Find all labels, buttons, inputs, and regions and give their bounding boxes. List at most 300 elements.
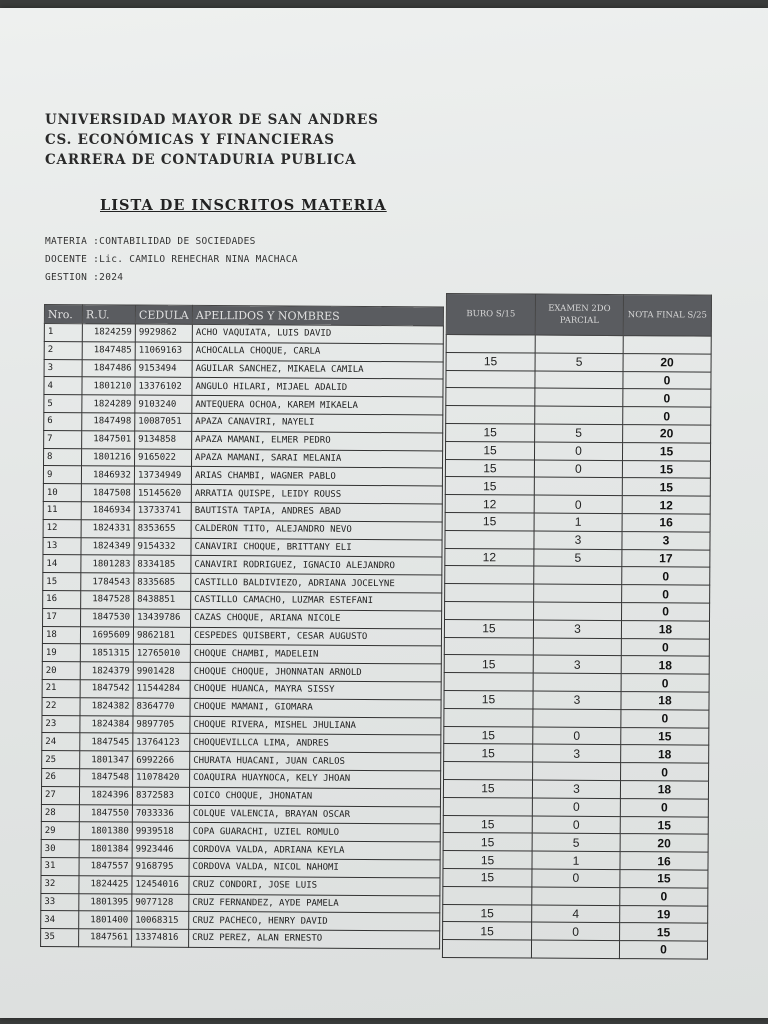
row-number: 1 [44,324,82,342]
grade-row [445,548,710,567]
row-exam: 1 [532,851,620,869]
row-cedula: 9929862 [135,324,192,342]
row-ru: 1847501 [82,431,135,449]
grade-row [445,601,710,620]
col-cedula: CEDULA [135,305,192,324]
row-final: 0 [623,389,711,407]
row-number: 23 [42,715,80,733]
career-name: CARRERA DE CONTADURIA PUBLICA [45,152,357,168]
row-ru: 1801380 [79,822,132,840]
row-name: ARRATIA QUISPE, LEIDY ROUSS [191,485,442,504]
row-number: 20 [42,662,80,680]
row-cedula: 8364770 [133,698,190,716]
grade-row [443,922,708,941]
row-ru: 1801216 [82,448,135,466]
row-final: 18 [620,780,708,798]
row-number: 12 [43,519,81,537]
row-ru: 1801347 [80,751,133,769]
row-buro: 15 [446,352,535,370]
row-exam: 0 [534,460,622,478]
row-cedula: 9134858 [135,431,192,449]
row-ru: 1801395 [79,893,132,911]
row-final: 15 [622,478,710,496]
row-buro: 15 [443,779,532,797]
row-number: 4 [44,377,82,395]
row-buro [444,762,533,780]
grade-row [445,495,710,514]
row-final: 0 [619,941,707,959]
row-number: 15 [43,573,81,591]
row-cedula: 10068315 [132,911,189,929]
row-name: CASTILLO CAMACHO, LUZMAR ESTEFANI [191,591,442,610]
row-ru: 1824384 [80,715,133,733]
row-final: 0 [620,887,708,905]
row-cedula: 9923446 [132,840,189,858]
row-number: 16 [43,590,81,608]
grade-row [445,584,710,603]
col-exam: EXAMEN 2DO PARCIAL [535,294,623,336]
grade-row [444,690,709,709]
row-buro: 15 [444,726,533,744]
row-name: ACHOCALLA CHOQUE, CARLA [192,342,443,361]
row-number: 26 [42,768,80,786]
row-name: CESPEDES QUISBERT, CESAR AUGUSTO [190,627,441,646]
row-buro [444,673,533,691]
grade-row [446,406,711,425]
row-name: CHOQUE CHAMBI, MADELEIN [190,645,441,664]
row-buro [445,566,534,584]
grade-row [446,352,711,371]
row-name: APAZA MAMANI, SARAI MELANIA [192,449,443,468]
row-ru: 1847548 [80,769,133,787]
row-exam [534,566,622,584]
row-cedula: 8335685 [134,573,191,591]
row-cedula: 8334185 [134,555,191,573]
row-name: BAUTISTA TAPIA, ANDRES ABAD [191,502,442,521]
row-number: 25 [42,751,80,769]
row-ru: 1847498 [82,413,135,431]
row-buro [444,637,533,655]
row-name: APAZA CANAVIRI, NAYELI [192,413,443,432]
row-cedula: 9939518 [132,822,189,840]
row-number: 24 [42,733,80,751]
row-cedula: 13733741 [134,502,191,520]
row-cedula: 8353655 [134,520,191,538]
row-final: 0 [621,763,709,781]
col-buro: BURO S/15 [446,294,535,336]
grades-table-header [446,294,711,337]
row-exam: 0 [534,442,622,460]
row-name: CRUZ PACHECO, HENRY DAVID [189,912,440,931]
row-name: COPA GUARACHI, UZIEL ROMULO [189,823,440,842]
row-number: 7 [44,430,82,448]
row-final: 16 [620,852,708,870]
row-exam: 0 [532,922,620,940]
row-name: CHOQUE MAMANI, GIOMARA [190,698,441,717]
row-number: 28 [41,804,79,822]
row-ru: 1824382 [80,697,133,715]
row-exam: 0 [532,798,620,816]
row-number: 31 [41,857,79,875]
row-final: 15 [620,923,708,941]
grade-row [444,726,709,745]
row-name: ACHO VAQUIATA, LUIS DAVID [192,324,443,343]
row-number: 34 [41,911,79,929]
teacher-line: DOCENTE :Lic. CAMILO REHECHAR NINA MACHACA [45,254,298,265]
row-final: 0 [623,371,711,389]
row-name: CHOQUE RIVERA, MISHEL JHULIANA [190,716,441,735]
row-exam [533,673,621,691]
row-name: CHURATA HUACANI, JUAN CARLOS [190,752,441,771]
row-cedula: 15145620 [134,484,191,502]
row-name: ANTEQUERA OCHOA, KAREM MIKAELA [192,396,443,415]
row-cedula: 9901428 [133,662,190,680]
row-cedula: 7033336 [132,805,189,823]
row-final: 12 [622,496,710,514]
row-exam [535,388,623,406]
grade-row [444,744,709,763]
row-cedula: 8372583 [132,787,189,805]
row-final: 15 [620,816,708,834]
row-final: 0 [622,603,710,621]
row-final: 15 [621,727,709,745]
row-exam [531,940,619,958]
row-exam [533,638,621,656]
row-number: 5 [44,395,82,413]
row-cedula: 13439786 [134,609,191,627]
row-buro: 15 [443,851,532,869]
row-cedula: 9862181 [133,627,190,645]
row-buro: 15 [443,833,532,851]
row-ru: 1695609 [80,626,133,644]
row-name: COLQUE VALENCIA, BRAYAN OSCAR [189,805,440,824]
row-name: CORDOVA VALDA, ADRIANA KEYLA [189,841,440,860]
row-name: CRUZ CONDORI, JOSE LUIS [189,876,440,895]
row-cedula: 9103240 [135,395,192,413]
row-name: CALDERON TITO, ALEJANDRO NEVO [191,520,442,539]
grade-row [445,477,710,496]
row-buro [445,584,534,602]
row-exam: 3 [533,620,621,638]
grade-row [446,370,711,389]
row-exam [532,887,620,905]
row-name: CHOQUEVILLCA LIMA, ANDRES [190,734,441,753]
grade-row [446,423,711,442]
row-number: 22 [42,697,80,715]
row-number: 18 [42,626,80,644]
row-cedula: 11544284 [133,680,190,698]
grade-row [444,708,709,727]
row-number: 9 [43,466,81,484]
row-cedula: 12454016 [132,876,189,894]
row-ru: 1847545 [80,733,133,751]
grade-row [443,886,708,905]
row-name: CANAVIRI CHOQUE, BRITTANY ELI [191,538,442,557]
row-ru: 1847508 [81,484,134,502]
grade-row [445,512,710,531]
row-exam: 0 [534,495,622,513]
document-page [0,8,768,1018]
row-buro: 15 [444,655,533,673]
university-name: UNIVERSIDAD MAYOR DE SAN ANDRES [45,112,379,128]
row-buro [446,388,535,406]
row-name: CASTILLO BALDIVIEZO, ADRIANA JOCELYNE [191,574,442,593]
row-ru: 1847528 [81,591,134,609]
row-number: 13 [43,537,81,555]
row-final: 0 [623,407,711,425]
row-cedula: 9077128 [132,894,189,912]
subject-line: MATERIA :CONTABILIDAD DE SOCIEDADES [45,236,256,247]
row-ru: 1847557 [79,858,132,876]
row-ru: 1847530 [81,608,134,626]
row-cedula: 6992266 [133,751,190,769]
row-ru: 1847485 [82,342,135,360]
row-name: CORDOVA VALDA, NICOL NAHOMI [189,858,440,877]
row-buro: 15 [445,512,534,530]
row-exam: 0 [533,727,621,745]
row-exam [535,335,623,353]
row-number: 6 [44,412,82,430]
row-final: 0 [620,798,708,816]
row-buro: 12 [445,495,534,513]
row-ru: 1824289 [82,395,135,413]
row-name: COAQUIRA HUAYNOCA, KELY JHOAN [190,769,441,788]
row-ru: 1824349 [81,537,134,555]
row-final: 20 [623,353,711,371]
row-buro [445,530,534,548]
row-buro: 15 [445,459,534,477]
grade-row [444,637,709,656]
grade-row [443,797,708,816]
row-number: 30 [41,840,79,858]
row-final: 18 [621,692,709,710]
row-exam [534,477,622,495]
row-cedula: 11069163 [135,342,192,360]
grade-row [444,673,709,692]
row-buro: 15 [443,815,532,833]
row-number: 8 [44,448,82,466]
row-buro [446,406,535,424]
grade-row [445,441,710,460]
document-title: LISTA DE INSCRITOS MATERIA [100,197,387,214]
row-name: CHOQUE HUANCA, MAYRA SISSY [190,680,441,699]
row-cedula: 9154332 [134,538,191,556]
faculty-name: CS. ECONÓMICAS Y FINANCIERAS [45,132,335,148]
row-number: 32 [41,875,79,893]
grade-row [445,530,710,549]
row-buro: 15 [443,922,532,940]
row-buro: 15 [444,690,533,708]
row-buro [444,708,533,726]
row-cedula: 9168795 [132,858,189,876]
row-number: 14 [43,555,81,573]
grade-row [444,655,709,674]
row-number: 33 [41,893,79,911]
row-cedula: 13764123 [133,733,190,751]
row-buro: 15 [443,868,532,886]
row-name: ANGULO HILARI, MIJAEL ADALID [192,378,443,397]
row-ru: 1847561 [79,929,132,947]
row-number: 3 [44,359,82,377]
row-ru: 1846932 [81,466,134,484]
row-cedula: 9165022 [135,449,192,467]
row-ru: 1801384 [79,840,132,858]
grade-row [445,566,710,585]
row-name: CHOQUE CHOQUE, JHONNATAN ARNOLD [190,663,441,682]
row-exam: 5 [535,424,623,442]
grade-row [442,940,707,959]
row-final: 0 [622,585,710,603]
row-exam: 3 [533,744,621,762]
row-ru: 1824259 [82,324,135,342]
row-exam: 5 [534,549,622,567]
row-buro: 15 [445,477,534,495]
row-exam: 5 [535,353,623,371]
row-cedula: 9153494 [135,360,192,378]
grade-row [443,851,708,870]
row-exam [534,584,622,602]
row-cedula: 13734949 [134,466,191,484]
grade-row [444,619,709,638]
row-final: 0 [622,567,710,585]
row-buro [443,886,532,904]
col-final: NOTA FINAL S/25 [623,295,711,337]
row-final [623,336,711,354]
row-final: 0 [621,638,709,656]
row-final: 15 [622,460,710,478]
row-buro [446,370,535,388]
row-buro [446,335,535,353]
row-final: 16 [622,514,710,532]
row-number: 35 [41,929,79,947]
row-ru: 1846934 [81,502,134,520]
row-final: 19 [620,905,708,923]
row-final: 15 [620,869,708,887]
row-final: 0 [621,674,709,692]
row-exam: 3 [533,691,621,709]
row-final: 17 [622,549,710,567]
row-ru: 1801210 [82,377,135,395]
row-number: 11 [43,501,81,519]
row-buro [442,940,531,958]
row-number: 29 [41,822,79,840]
students-table [40,304,444,949]
document-header [45,112,379,172]
row-exam: 0 [532,869,620,887]
row-cedula: 10087051 [135,413,192,431]
row-ru: 1847542 [80,680,133,698]
row-number: 27 [41,786,79,804]
row-name: CRUZ PEREZ, ALAN ERNESTO [189,929,440,948]
grade-row [446,335,711,354]
row-name: AGUILAR SANCHEZ, MIKAELA CAMILA [192,360,443,379]
grade-row [445,459,710,478]
grade-row [444,762,709,781]
row-cedula: 12765010 [133,644,190,662]
row-ru: 1824425 [79,875,132,893]
row-buro: 12 [445,548,534,566]
grade-row [443,779,708,798]
grade-row [443,868,708,887]
row-ru: 1851315 [80,644,133,662]
row-buro [445,601,534,619]
col-name: APELLIDOS Y NOMBRES [192,305,443,326]
row-exam [533,709,621,727]
col-ru: R.U. [82,305,135,324]
row-number: 2 [44,341,82,359]
course-meta [45,236,298,290]
term-line: GESTION :2024 [45,272,124,283]
col-nro: Nro. [44,305,82,324]
row-ru: 1847486 [82,359,135,377]
row-number: 21 [42,679,80,697]
grades-table [442,293,712,960]
row-cedula: 8438851 [134,591,191,609]
row-final: 0 [621,709,709,727]
row-final: 20 [620,834,708,852]
row-final: 15 [622,442,710,460]
row-number: 10 [43,484,81,502]
students-table-header [44,305,443,326]
row-exam: 5 [532,833,620,851]
grade-row [446,388,711,407]
grade-row [443,833,708,852]
row-ru: 1824331 [81,519,134,537]
row-exam: 0 [532,816,620,834]
row-exam: 3 [532,780,620,798]
row-exam [533,762,621,780]
row-buro: 15 [446,423,535,441]
row-final: 3 [622,531,710,549]
table-row [41,929,440,949]
row-name: ARIAS CHAMBI, WAGNER PABLO [191,467,442,486]
row-cedula: 9897705 [133,716,190,734]
grade-row [443,815,708,834]
row-ru: 1801400 [79,911,132,929]
row-ru: 1824379 [80,662,133,680]
row-number: 19 [42,644,80,662]
row-exam [535,406,623,424]
row-cedula: 13376102 [135,377,192,395]
row-buro: 15 [443,904,532,922]
row-buro: 15 [445,441,534,459]
row-cedula: 11078420 [133,769,190,787]
row-buro: 15 [444,619,533,637]
grade-row [443,904,708,923]
row-exam [534,602,622,620]
row-name: CRUZ FERNANDEZ, AYDE PAMELA [189,894,440,913]
row-number: 17 [43,608,81,626]
row-exam [535,371,623,389]
row-ru: 1847550 [79,804,132,822]
row-name: CANAVIRI RODRIGUEZ, IGNACIO ALEJANDRO [191,556,442,575]
row-name: CAZAS CHOQUE, ARIANA NICOLE [191,609,442,628]
row-final: 20 [623,425,711,443]
row-exam: 4 [532,905,620,923]
row-exam: 3 [533,655,621,673]
row-final: 18 [621,620,709,638]
row-ru: 1801283 [81,555,134,573]
row-name: COICO CHOQUE, JHONATAN [189,787,440,806]
row-name: APAZA MAMANI, ELMER PEDRO [192,431,443,450]
row-buro: 15 [444,744,533,762]
row-ru: 1784543 [81,573,134,591]
row-buro [443,797,532,815]
row-ru: 1824396 [79,786,132,804]
row-cedula: 13374816 [132,929,189,947]
row-final: 18 [621,745,709,763]
row-exam: 1 [534,513,622,531]
